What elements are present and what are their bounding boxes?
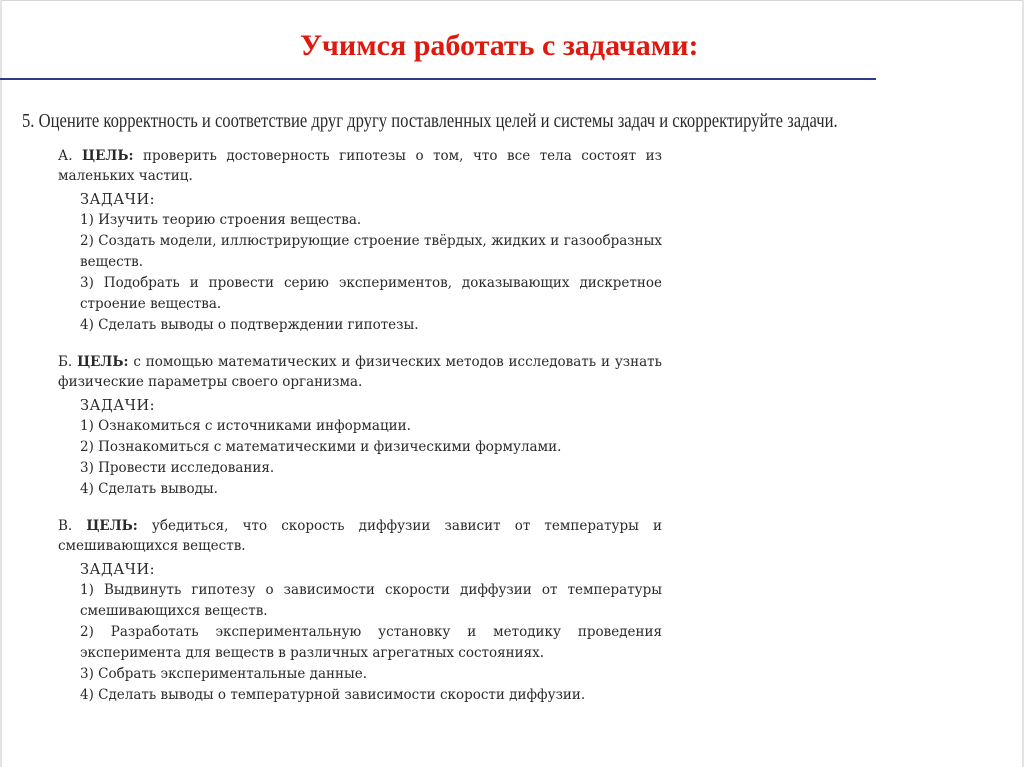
goal-paragraph xyxy=(58,352,662,392)
goal-label: ЦЕЛЬ: xyxy=(86,518,138,534)
goal-paragraph xyxy=(58,146,662,186)
task-item: 4) Сделать выводы о подтверждении гипотезы. xyxy=(80,317,419,333)
task-item: 2) Разработать экспериментальную установку и методику проведения эксперимента для веществ в различных агрегатных состояниях. xyxy=(80,624,662,661)
task-item: 1) Изучить теорию строения вещества. xyxy=(80,212,362,228)
exercise-heading: 5. Оцените корректность и соответствие друг другу поставленных целей и системы задач и скорректируйте задачи. xyxy=(22,110,838,132)
task-item: 3) Собрать экспериментальные данные. xyxy=(80,666,368,682)
task-list xyxy=(80,210,662,336)
tasks-label: ЗАДАЧИ: xyxy=(80,192,156,208)
document-scan xyxy=(22,108,1012,722)
goal-label: ЦЕЛЬ: xyxy=(82,148,134,164)
title-divider xyxy=(0,78,876,80)
task-item: 2) Познакомиться с математическими и физическими формулами. xyxy=(80,439,562,455)
slide-frame-left xyxy=(0,0,2,767)
task-list xyxy=(80,580,662,706)
section-letter: В. xyxy=(58,518,73,534)
goal-text: проверить достоверность гипотезы о том, что все тела состоят из маленьких частиц. xyxy=(58,148,663,184)
goal-text: с помощью математических и физических методов исследовать и узнать физические параметры своего организма. xyxy=(58,354,662,390)
goal-paragraph xyxy=(58,516,662,556)
goal-label: ЦЕЛЬ: xyxy=(77,354,129,370)
task-list xyxy=(80,416,662,500)
task-item: 3) Провести исследования. xyxy=(80,460,275,476)
task-item: 3) Подобрать и провести серию экспериментов, доказывающих дискретное строение вещества. xyxy=(80,275,662,312)
task-item: 1) Выдвинуть гипотезу о зависимости скорости диффузии от температуры смешивающихся веществ. xyxy=(80,582,662,619)
section-b xyxy=(58,352,662,500)
section-c xyxy=(58,516,662,706)
task-item: 4) Сделать выводы. xyxy=(80,481,218,497)
tasks-label: ЗАДАЧИ: xyxy=(80,562,156,578)
slide-title: Учимся работать с задачами: xyxy=(300,29,699,62)
section-letter: А. xyxy=(58,148,73,164)
slide-frame-top xyxy=(0,0,1024,1)
section-letter: Б. xyxy=(58,354,73,370)
goal-text: убедиться, что скорость диффузии зависит от температуры и смешивающихся веществ. xyxy=(58,518,663,554)
tasks-label: ЗАДАЧИ: xyxy=(80,398,156,414)
task-item: 4) Сделать выводы о температурной зависимости скорости диффузии. xyxy=(80,687,586,703)
task-item: 1) Ознакомиться с источниками информации. xyxy=(80,418,411,434)
task-item: 2) Создать модели, иллюстрирующие строение твёрдых, жидких и газообразных веществ. xyxy=(80,233,662,270)
section-a xyxy=(58,146,662,336)
